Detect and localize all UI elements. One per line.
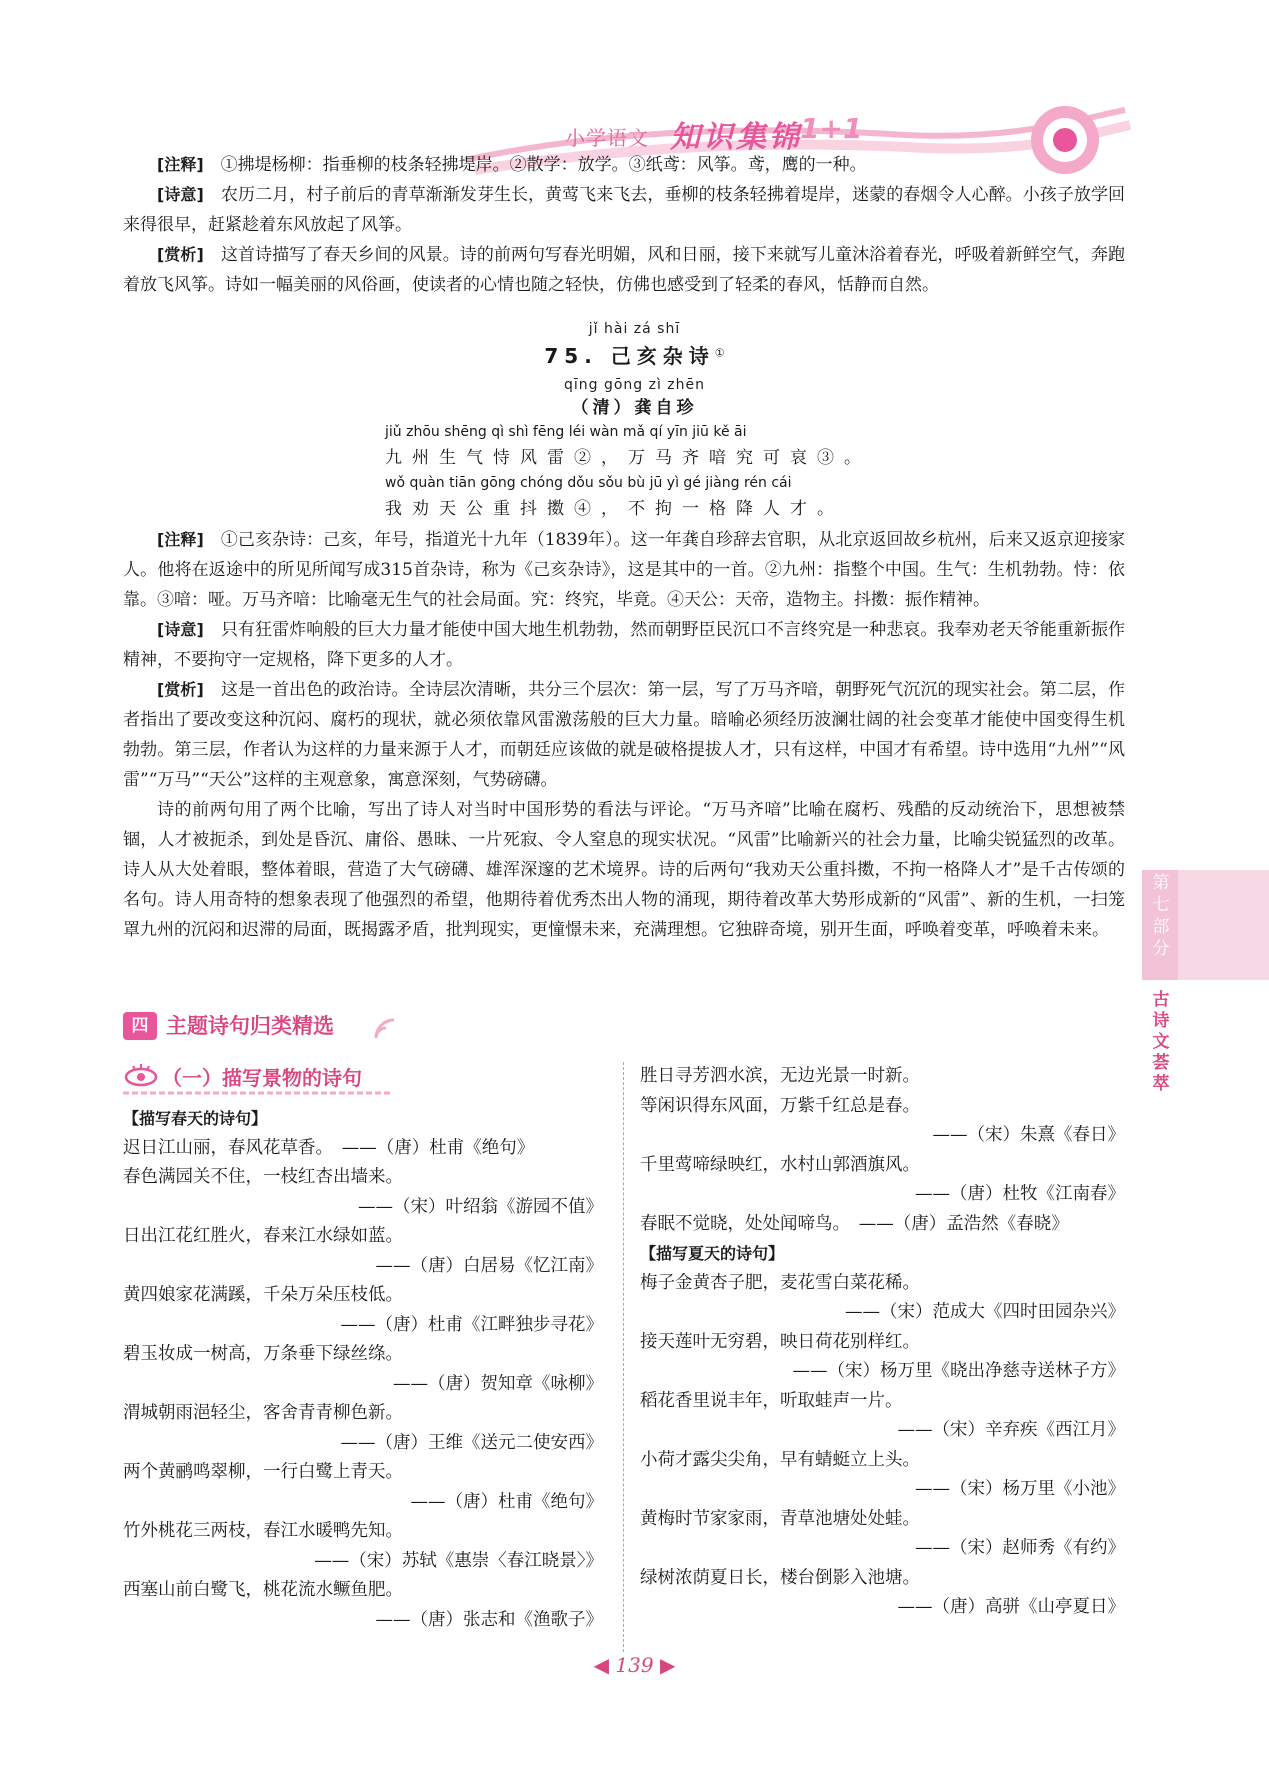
poem-verse: 迟日江山丽，春风花草香。 ——（唐）杜甫《绝句》 bbox=[123, 1137, 535, 1158]
poem-attribution: ——（唐）杜甫《江畔独步寻花》 bbox=[340, 1314, 603, 1335]
poem-attribution: ——（宋）辛弃疾《西江月》 bbox=[897, 1420, 1125, 1440]
poem-analysis-paragraph: [赏析] 这是一首出色的政治诗。全诗层次清晰，共分三个层次：第一层，写了万马齐喑，朝野死气沉沉的现实社会。第二层，作者指出了要改变这种沉闷、腐朽的现状，就必须依靠风雷激荡般的巨大力量。暗喻必须经历波澜壮阔的社会变革才能使中国变得生机勃勃。第三层，作者认为这样的力量来源于人才，而朝廷应该做的就是破格提拔人才，只有这样，中国才有希望。诗中选用“九州”“风雷”“万马”“天公”这样的主观意象，寓意深刻，气势磅礴。 bbox=[123, 680, 1125, 790]
poem-attribution: ——（宋）苏轼《惠崇〈春江晓景〉》 bbox=[314, 1550, 603, 1571]
poem-verse: 小荷才露尖尖角，早有蜻蜓立上头。 bbox=[640, 1449, 920, 1470]
analysis-paragraph bbox=[123, 240, 1125, 300]
poem-attribution: ——（宋）朱熹《春日》 bbox=[932, 1125, 1125, 1145]
header-subject: 小学语文 bbox=[565, 126, 649, 150]
meaning-text: 农历二月，村子前后的青草渐渐发芽生长，黄莺飞来飞去，垂柳的枝条轻拂着堤岸，迷蒙的春烟令人心醉。小孩子放学回来得很早，赶紧趁着东风放起了风筝。 bbox=[123, 185, 1125, 235]
poem-attribution: ——（唐）高骈《山亭夏日》 bbox=[897, 1597, 1125, 1617]
poem-attribution: ——（唐）杜牧《江南春》 bbox=[915, 1184, 1125, 1204]
note-tag: [注释] bbox=[157, 155, 204, 174]
right-column bbox=[640, 1062, 1125, 1623]
column-divider bbox=[623, 1062, 624, 1652]
poem-verse: 日出江花红胜火，春来江水绿如蓝。 bbox=[123, 1226, 403, 1246]
poem-analysis-continued: 诗的前两句用了两个比喻，写出了诗人对当时中国形势的看法与评论。“万马齐喑”比喻在腐朽、残酷的反动统治下，思想被禁锢，人才被扼杀，到处是昏沉、庸俗、愚昧、一片死寂、令人窒息的现实状况。“风雷”比喻新兴的社会力量，比喻尖锐猛烈的改革。诗人从大处着眼，整体着眼，营造了大气磅礴、雄浑深邃的艺术境界。诗的后两句“我劝天公重抖擞，不拘一格降人才”是千古传颂的名句。诗人用奇特的想象表现了他强烈的希望，他期待着优秀杰出人物的涌现，期待着改革大势形成新的“风雷”、新的生机，一扫笼罩九州的沉闷和迟滞的局面，既揭露矛盾，批判现实，更憧憬未来，充满理想。它独辟奇境，别开生面，呼唤着变革，呼唤着未来。 bbox=[123, 800, 1125, 940]
poem-attribution: ——（宋）杨万里《晓出净慈寺送林子方》 bbox=[792, 1361, 1125, 1381]
poem-meaning-paragraph: [诗意] 只有狂雷炸响般的巨大力量才能使中国大地生机勃勃，然而朝野臣民沉口不言终究是一种悲哀。我奉劝老天爷能重新振作精神，不要拘守一定规格，降下更多的人才。 bbox=[123, 620, 1125, 670]
poem-attribution: ——（宋）杨万里《小池》 bbox=[915, 1479, 1125, 1499]
category-label: 【描写夏天的诗句】 bbox=[640, 1244, 785, 1263]
poem-line-2-pinyin: wǒ quàn tiān gōng chóng dǒu sǒu bù jū yì gé jiàng rén cái bbox=[385, 475, 792, 491]
top-notes bbox=[123, 150, 1125, 300]
poem-author: （清）龚自珍 bbox=[571, 398, 698, 418]
poem-author-pinyin: qīng gōng zì zhēn bbox=[563, 377, 706, 393]
poem-verse: 黄四娘家花满蹊，千朵万朵压枝低。 bbox=[123, 1285, 403, 1305]
note-text: ①拂堤杨柳：指垂柳的枝条轻拂堤岸。②散学：放学。③纸鸢：风筝。鸢，鹰的一种。 bbox=[220, 155, 867, 175]
poem-verse: 两个黄鹂鸣翠柳，一行白鹭上青天。 bbox=[123, 1462, 403, 1482]
poem-attribution: ——（宋）叶绍翁《游园不值》 bbox=[358, 1196, 603, 1217]
poem-verse: 竹外桃花三两枝，春江水暖鸭先知。 bbox=[123, 1521, 403, 1541]
poem-verse: 等闲识得东风面，万紫千红总是春。 bbox=[640, 1095, 920, 1116]
meaning-tag: [诗意] bbox=[157, 185, 204, 204]
poem-verse: 梅子金黄杏子肥，麦花雪白菜花稀。 bbox=[640, 1272, 920, 1293]
section-title: 主题诗句归类精选 bbox=[166, 1014, 334, 1038]
eye-icon bbox=[123, 1062, 159, 1088]
poem-verse: 黄梅时节家家雨，青草池塘处处蛙。 bbox=[640, 1508, 920, 1529]
poem-title-text: 75. 己亥杂诗 bbox=[544, 344, 715, 368]
side-section-label: 古诗文荟萃 bbox=[1152, 990, 1170, 1094]
poem-title-pinyin: jǐ hài zá shī bbox=[588, 321, 681, 337]
subsection-underline bbox=[123, 1090, 393, 1096]
header-title: 知识集锦 bbox=[670, 120, 802, 155]
poem-line-1-pinyin: jiǔ zhōu shēng qì shì fēng léi wàn mǎ qí yīn jiū kě āi bbox=[385, 424, 747, 440]
poem-line-1: 九州生气恃风雷②，万马齐喑究可哀③。 bbox=[385, 448, 871, 468]
poem-title bbox=[0, 340, 1269, 369]
poem-attribution: ——（宋）范成大《四时田园杂兴》 bbox=[845, 1302, 1125, 1322]
wave-icon bbox=[372, 1012, 412, 1042]
poem-verse: 接天莲叶无穷碧，映日荷花别样红。 bbox=[640, 1331, 920, 1352]
section-number-badge: 四 bbox=[123, 1012, 157, 1040]
subsection-title: （一）描写景物的诗句 bbox=[162, 1066, 362, 1090]
poem-attribution: ——（宋）赵师秀《有约》 bbox=[915, 1538, 1125, 1558]
poem-verse: 稻花香里说丰年，听取蛙声一片。 bbox=[640, 1390, 903, 1411]
side-tab-extension bbox=[1178, 870, 1269, 980]
left-column bbox=[123, 1104, 603, 1635]
poem-attribution: ——（唐）贺知章《咏柳》 bbox=[393, 1373, 603, 1394]
poem-verse: 西塞山前白鹭飞，桃花流水鳜鱼肥。 bbox=[123, 1580, 403, 1600]
poem-verse: 碧玉妆成一树高，万条垂下绿丝绦。 bbox=[123, 1344, 403, 1364]
page-number: ◀ 139 ▶ bbox=[593, 1653, 676, 1677]
poem-title-note: ① bbox=[714, 346, 725, 360]
analysis-tag: [赏析] bbox=[157, 245, 204, 264]
meaning-paragraph bbox=[123, 180, 1125, 240]
poem-verse: 春眠不觉晓，处处闻啼鸟。 ——（唐）孟浩然《春晓》 bbox=[640, 1213, 1069, 1234]
poem-notes bbox=[123, 525, 1125, 945]
category-label: 【描写春天的诗句】 bbox=[123, 1109, 268, 1128]
poem-attribution: ——（唐）杜甫《绝句》 bbox=[410, 1491, 603, 1512]
poem-note-paragraph: [注释] ①己亥杂诗：己亥，年号，指道光十九年（1839年）。这一年龚自珍辞去官职，从北京返回故乡杭州，后来又返京迎接家人。他将在返途中的所见所闻写成315首杂诗，称为《己亥杂诗》，这是其中的一首。②九州：指整个中国。生气：生机勃勃。恃：依靠。③喑：哑。万马齐喑：比喻毫无生气的社会局面。究：终究，毕竟。④天公：天帝，造物主。抖擞：振作精神。 bbox=[123, 530, 1125, 610]
analysis-text: 这首诗描写了春天乡间的风景。诗的前两句写春光明媚，风和日丽，接下来就写儿童沐浴着春光，呼吸着新鲜空气，奔跑着放飞风筝。诗如一幅美丽的风俗画，使读者的心情也随之轻快，仿佛也感受到了轻柔的春风，恬静而自然。 bbox=[123, 245, 1125, 295]
poem-verse: 胜日寻芳泗水滨，无边光景一时新。 bbox=[640, 1066, 920, 1086]
poem-verse: 渭城朝雨浥轻尘，客舍青青柳色新。 bbox=[123, 1403, 403, 1423]
poem-attribution: ——（唐）王维《送元二使安西》 bbox=[340, 1432, 603, 1453]
header-version: 1+1 bbox=[800, 112, 863, 145]
poem-verse: 绿树浓荫夏日长，楼台倒影入池塘。 bbox=[640, 1567, 920, 1588]
note-paragraph bbox=[123, 150, 1125, 180]
poem-verse: 千里莺啼绿映红，水村山郭酒旗风。 bbox=[640, 1154, 920, 1175]
poem-attribution: ——（唐）张志和《渔歌子》 bbox=[375, 1609, 603, 1630]
side-part-label: 第七部分 bbox=[1152, 873, 1170, 959]
poem-line-2: 我劝天公重抖擞④，不拘一格降人才。 bbox=[385, 499, 844, 519]
poem-verse: 春色满园关不住，一枝红杏出墙来。 bbox=[123, 1167, 403, 1187]
poem-attribution: ——（唐）白居易《忆江南》 bbox=[375, 1255, 603, 1276]
